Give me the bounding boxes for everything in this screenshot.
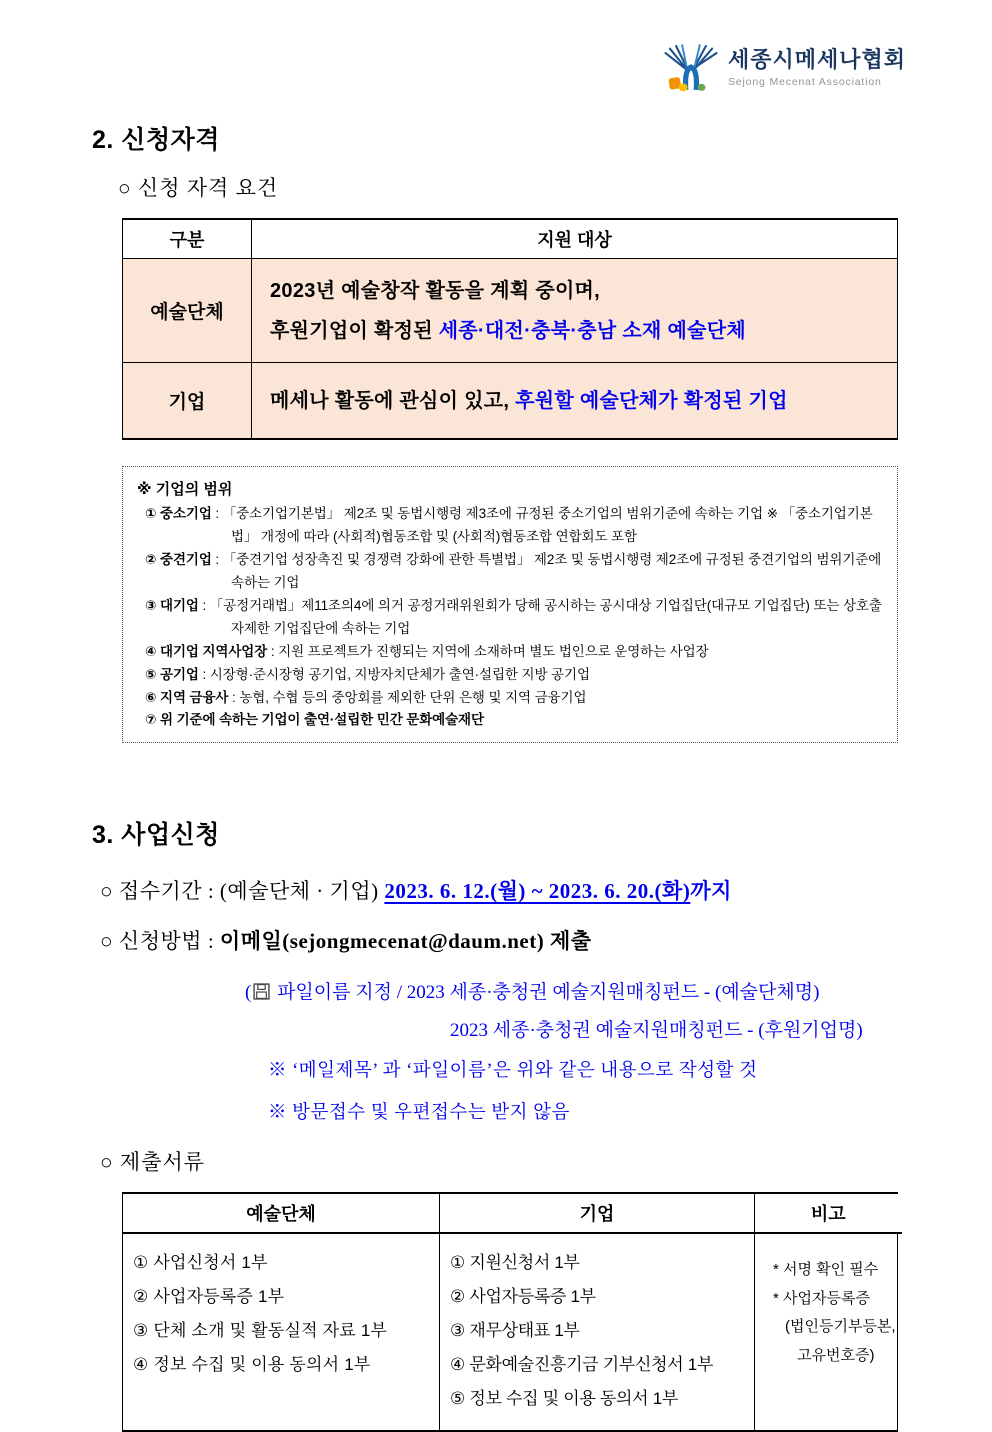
company-doc-5: ⑤ 정보 수집 및 이용 동의서 1부 xyxy=(450,1389,678,1409)
eligibility-table xyxy=(122,218,898,440)
docs-header-company: 기업 xyxy=(439,1194,754,1232)
scope-item-finance-text: 농협, 수협 등의 중앙회를 제외한 단위 은행 및 지역 금융기업 xyxy=(239,689,587,705)
scope-item-public: ⑤ 공기업 : 시장형·준시장형 공기업, 지방자치단체가 출연·설립한 지방 공기업 xyxy=(145,666,590,682)
remark-2: * 사업자등록증 xyxy=(773,1289,870,1307)
scope-item-public-label: ⑤ 공기업 xyxy=(145,666,199,682)
scope-item-finance-label: ⑥ 지역 금융사 xyxy=(145,689,229,705)
artorg-doc-4: ④ 정보 수집 및 이용 동의서 1부 xyxy=(133,1355,371,1375)
section-3-heading: 3. 사업신청 xyxy=(92,821,220,850)
remark-4: 고유번호증) xyxy=(797,1346,875,1364)
file-naming-text-1: 파일이름 지정 / 2023 세종·충청권 예술지원매칭펀드 - (예술단체명) xyxy=(272,982,820,1004)
eligibility-header-category: 구분 xyxy=(123,220,251,258)
company-doc-1: ① 지원신청서 1부 xyxy=(450,1253,580,1273)
period-prefix: ○ 접수기간 : (예술단체 · 기업) xyxy=(100,879,385,904)
company-doc-3: ③ 재무상태표 1부 xyxy=(450,1321,580,1341)
company-scope-box xyxy=(122,466,898,743)
remark-3: (법인등기부등본, xyxy=(785,1318,896,1336)
file-naming-line-1 xyxy=(245,977,992,1004)
scope-item-finance: ⑥ 지역 금융사 : 농협, 수협 등의 중앙회를 제외한 단위 은행 및 지역 금융기업 xyxy=(145,689,587,705)
scope-item-foundation xyxy=(145,709,885,732)
method-email: 이메일(sejongmecenat@daum.net) 제출 xyxy=(219,929,592,954)
company-doc-2: ② 사업자등록증 1부 xyxy=(450,1287,596,1307)
company-condition-line xyxy=(270,381,897,421)
scope-item-large-text: 「공정거래법」제11조의4에 의거 공정거래위원회가 당해 공시하는 공시대상 기업집단(대규모 기업집단) 또는 상호출자제한 기업집단에 속하는 기업 xyxy=(209,597,882,636)
artorg-line2-black: 후원기업이 확정된 xyxy=(270,319,439,342)
scope-item-midsize-label: ② 중견기업 xyxy=(145,551,212,567)
company-doc-4: ④ 문화예술진흥기금 기부신청서 1부 xyxy=(450,1355,714,1375)
logo-text xyxy=(728,48,906,87)
association-logo xyxy=(0,0,992,94)
eligibility-row-artorg-content xyxy=(251,258,897,362)
section-2-heading: 2. 신청자격 xyxy=(92,126,220,154)
scope-item-midsize: ② 중견기업 : 「중견기업 성장촉진 및 경쟁력 강화에 관한 특별법」 제2조 및 동법시행령 제2조에 규정된 중견기업의 범위기준에 속하는 기업 xyxy=(145,551,882,590)
scope-item-midsize-text: 「중견기업 성장촉진 및 경쟁력 강화에 관한 특별법」 제2조 및 동법시행령 제2조에 규정된 중견기업의 범위기준에 속하는 기업 xyxy=(222,551,882,590)
application-method-line xyxy=(100,925,992,955)
artorg-line2-blue: 세종·대전·충북·충남 소재 예술단체 xyxy=(438,319,746,342)
artorg-condition-line2 xyxy=(270,311,897,351)
file-naming-line-2: 2023 세종·충청권 예술지원매칭펀드 - (후원기업명) xyxy=(450,1020,863,1042)
scope-item-regional-branch-text: 지원 프로젝트가 진행되는 지역에 소재하며 별도 법인으로 운영하는 사업장 xyxy=(278,643,709,659)
logo-english-name: Sejong Mecenat Association xyxy=(727,75,882,88)
scope-item-sme: ① 중소기업 : 「중소기업기본법」 제2조 및 동법시행령 제3조에 규정된 중소기업의 범위기준에 속하는 기업 ※ 「중소기업기본법」 개정에 따라 (사회적)협동조합 및 (사회적)협동조합 연합회도 포함 xyxy=(145,506,873,544)
artorg-doc-2: ② 사업자등록증 1부 xyxy=(133,1287,285,1307)
scope-item-sme-label: ① 중소기업 xyxy=(145,506,212,521)
application-period-line xyxy=(100,875,992,905)
scope-box-title: ※ 기업의 범위 xyxy=(137,481,233,498)
scope-item-regional-branch: ④ 대기업 지역사업장 : 지원 프로젝트가 진행되는 지역에 소재하며 별도 법인으로 운영하는 사업장 xyxy=(145,643,709,659)
company-line-black: 메세나 활동에 관심이 있고, xyxy=(270,389,516,412)
logo-mark-icon xyxy=(662,42,720,94)
artorg-condition-line1 xyxy=(270,271,897,311)
scope-item-large-label: ③ 대기업 xyxy=(145,597,199,613)
period-suffix: 까지 xyxy=(690,879,732,904)
artorg-doc-3: ③ 단체 소개 및 활동실적 자료 1부 xyxy=(133,1321,388,1341)
docs-header-artorg: 예술단체 xyxy=(123,1194,439,1232)
scope-item-sme-text: 「중소기업기본법」 제2조 및 동법시행령 제3조에 규정된 중소기업의 범위기준에 속하는 기업 ※ 「중소기업기본법」 개정에 따라 (사회적)협동조합 및 (사회적)협동조합 연합회도 포함 xyxy=(222,506,873,544)
docs-company-cell xyxy=(439,1232,754,1430)
artorg-doc-1: ① 사업신청서 1부 xyxy=(133,1253,268,1273)
docs-remarks-cell xyxy=(754,1232,902,1430)
scope-item-regional-branch-label: ④ 대기업 지역사업장 xyxy=(145,643,268,659)
scope-item-foundation-num: ⑦ xyxy=(145,712,157,728)
section-2-bullet: ○ 신청 자격 요건 xyxy=(118,176,279,200)
docs-header-remarks: 비고 xyxy=(754,1194,902,1232)
logo-korean-name: 세종시메세나협회 xyxy=(727,47,906,73)
section-3-docs-bullet: ○ 제출서류 xyxy=(100,1150,206,1175)
scope-item-large: ③ 대기업 : 「공정거래법」제11조의4에 의거 공정거래위원회가 당해 공시하는 공시대상 기업집단(대규모 기업집단) 또는 상호출자제한 기업집단에 속하는 기업 xyxy=(145,597,882,636)
file-open-paren: ( xyxy=(245,982,252,1004)
company-line-blue: 후원할 예술단체가 확정된 기업 xyxy=(515,389,788,412)
eligibility-row-company-content xyxy=(251,362,897,438)
eligibility-header-target: 지원 대상 xyxy=(251,220,897,258)
note-no-visit-or-mail: ※ 방문접수 및 우편접수는 받지 않음 xyxy=(268,1103,570,1124)
note-mail-title: ※ ‘메일제목’ 과 ‘파일이름’은 위와 같은 내용으로 작성할 것 xyxy=(268,1061,758,1082)
period-dates: 2023. 6. 12.(월) ~ 2023. 6. 20.(화) xyxy=(384,879,691,904)
eligibility-row-company-label: 기업 xyxy=(123,362,251,438)
method-prefix: ○ 신청방법 : xyxy=(100,929,220,954)
documents-table xyxy=(122,1192,898,1432)
docs-artorg-cell xyxy=(123,1232,439,1430)
scope-item-public-text: 시장형·준시장형 공기업, 지방자치단체가 출연·설립한 지방 공기업 xyxy=(209,666,590,682)
remark-1: * 서명 확인 필수 xyxy=(773,1261,879,1279)
artorg-line1-text: 2023년 예술창작 활동을 계획 중이며, xyxy=(270,279,601,302)
floppy-disk-icon xyxy=(253,983,270,1000)
scope-item-foundation-text: 위 기준에 속하는 기업이 출연·설립한 민간 문화예술재단 xyxy=(160,712,484,728)
eligibility-row-artorg-label: 예술단체 xyxy=(123,258,251,362)
